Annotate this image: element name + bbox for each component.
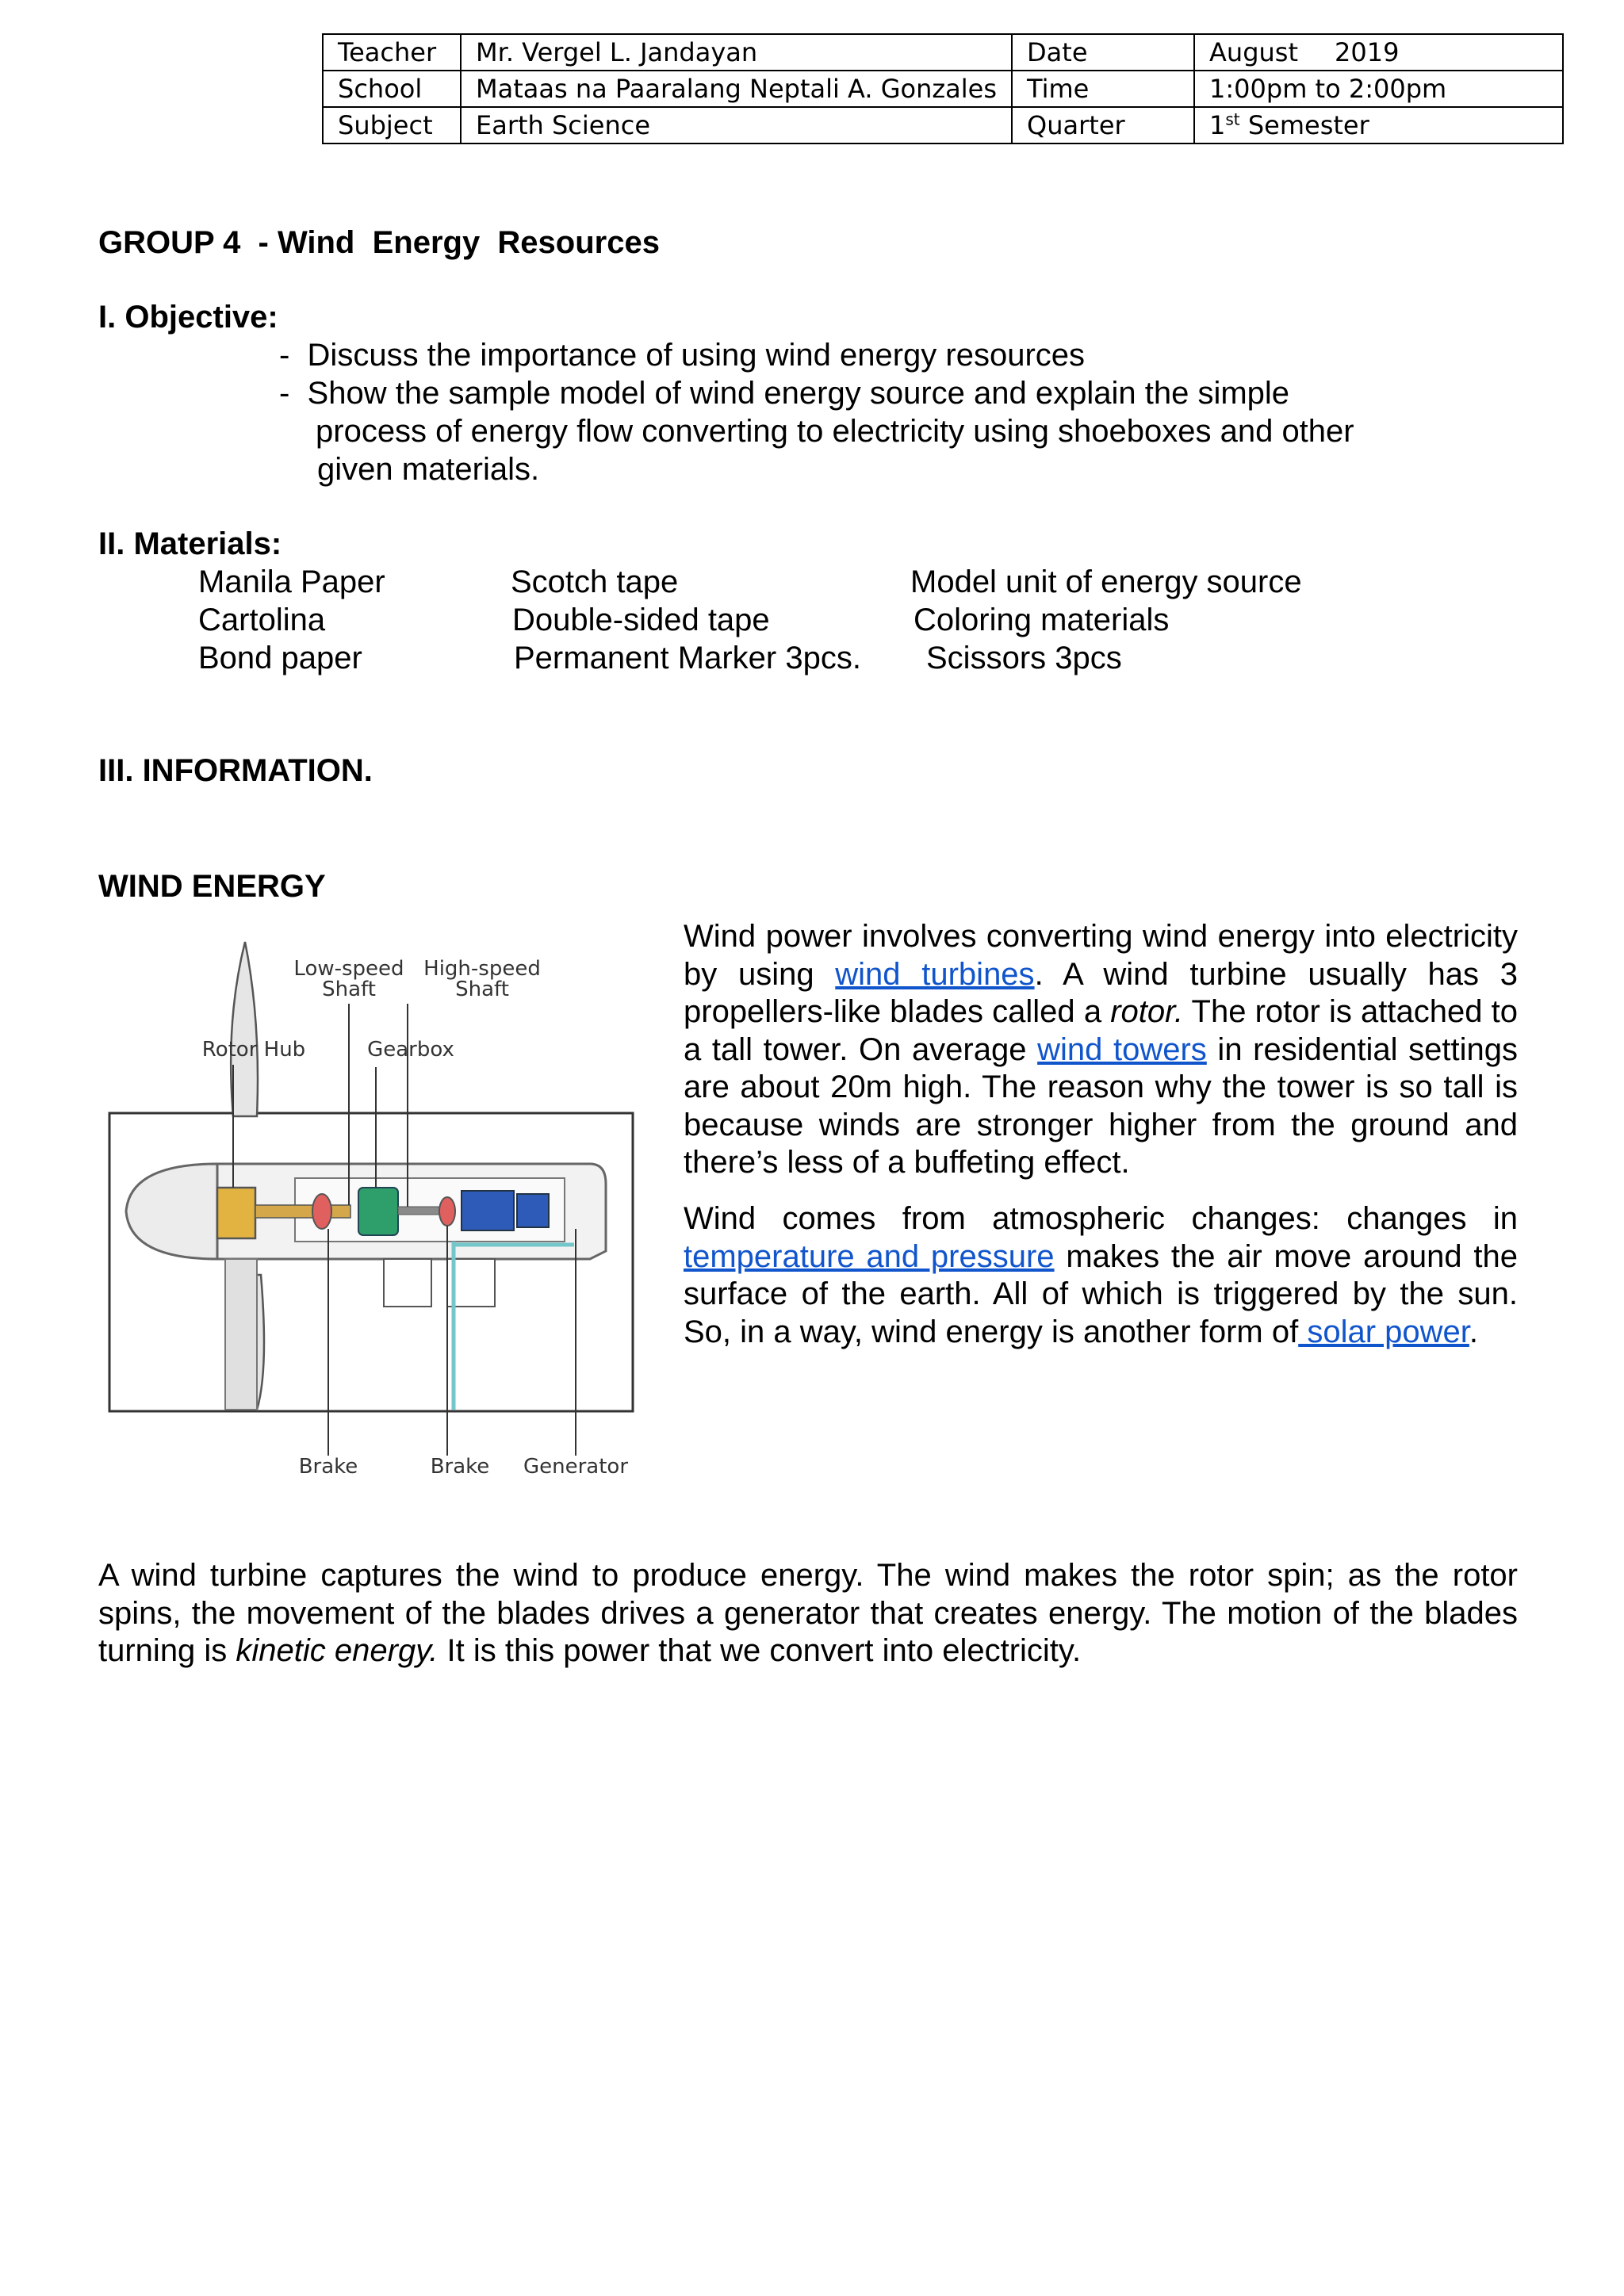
wind-energy-heading: WIND ENERGY (98, 869, 326, 904)
label-low-speed-shaft-1: Low-speed (293, 957, 404, 981)
wind-turbine-paragraph (98, 1557, 1518, 1670)
label-high-speed-shaft-1: High-speed (423, 957, 541, 981)
date-year: 2019 (1335, 37, 1400, 67)
brake-disc-left (312, 1194, 331, 1229)
teacher-value: Mr. Vergel L. Jandayan (461, 34, 1012, 71)
generator-end-shape (517, 1194, 549, 1227)
material-item: Double-sided tape (512, 603, 770, 637)
wind-origin-paragraph (684, 1200, 1518, 1351)
bottom-text-2: It is this power that we convert into electricity. (438, 1633, 1082, 1668)
label-gearbox: Gearbox (367, 1038, 454, 1062)
label-generator: Generator (523, 1455, 629, 1479)
quarter-value (1194, 107, 1563, 144)
wind-power-paragraph (684, 918, 1518, 1182)
objective-item-2-line-1: - Show the sample model of wind energy source and explain the simple (279, 376, 1290, 411)
materials-heading: II. Materials: (98, 526, 282, 561)
solar-power-link[interactable]: solar power (1298, 1314, 1469, 1349)
tower-shape (225, 1259, 257, 1410)
objective-item-2-line-3: given materials. (317, 452, 540, 487)
generator-shape (462, 1191, 514, 1230)
kinetic-energy-term: kinetic energy. (236, 1633, 439, 1668)
rotor-hub-shape (217, 1188, 255, 1238)
subject-value: Earth Science (461, 107, 1012, 144)
quarter-ordinal: st (1225, 109, 1240, 129)
para2-text-2: makes the air move around the surface of the earth. All of which is triggered by the sun. So, in a way, wind energy is another form of (684, 1238, 1518, 1349)
material-item: Cartolina (198, 603, 326, 637)
material-item: Permanent Marker 3pcs. (514, 641, 861, 675)
temperature-pressure-link[interactable]: temperature and pressure (684, 1238, 1055, 1274)
label-rotor-hub: Rotor Hub (201, 1038, 306, 1062)
school-value: Mataas na Paaralang Neptali A. Gonzales (461, 71, 1012, 107)
quarter-semester: Semester (1239, 110, 1369, 140)
time-label: Time (1012, 71, 1194, 107)
diagram-frame (109, 1113, 633, 1411)
para2-text-3: . (1469, 1314, 1478, 1349)
wind-turbines-link[interactable]: wind turbines (835, 956, 1035, 992)
para1-text-2: . A wind turbine usually has 3 propellers-like blades called a (684, 956, 1518, 1029)
label-brake-right: Brake (430, 1455, 490, 1479)
wind-turbine-figure (98, 926, 638, 1481)
gearbox-shape (358, 1188, 398, 1235)
date-label: Date (1012, 34, 1194, 71)
subject-label: Subject (323, 107, 461, 144)
material-item: Coloring materials (914, 603, 1170, 637)
table-row (323, 34, 1563, 71)
para1-text-4: in residential settings are about 20m high. The reason why the tower is so tall is because winds are stronger higher from the ground and there’s less of a buffeting effect. (684, 1031, 1518, 1180)
group-title: GROUP 4 - Wind Energy Resources (98, 225, 660, 260)
quarter-number: 1 (1209, 110, 1226, 140)
label-brake-left: Brake (298, 1455, 358, 1479)
objective-item-1: - Discuss the importance of using wind energy resources (279, 338, 1086, 373)
header-info-table (322, 33, 1564, 144)
label-high-speed-shaft-2: Shaft (455, 978, 509, 1001)
para2-text-1: Wind comes from atmospheric changes: changes in (684, 1201, 1518, 1236)
time-value: 1:00pm to 2:00pm (1194, 71, 1563, 107)
wind-towers-link[interactable]: wind towers (1037, 1031, 1207, 1067)
date-value (1194, 34, 1563, 71)
rotor-term: rotor. (1110, 994, 1184, 1029)
school-label: School (323, 71, 461, 107)
material-item: Bond paper (198, 641, 362, 675)
material-item: Model unit of energy source (910, 564, 1302, 599)
material-item: Scotch tape (511, 564, 679, 599)
label-low-speed-shaft-2: Shaft (322, 978, 376, 1001)
bottom-text-1: A wind turbine captures the wind to produce energy. The wind makes the rotor spin; as the rotor spins, the movement of the blades drives a generator that creates energy. The motion of the blades turning is (98, 1558, 1518, 1668)
blade-upper (231, 942, 258, 1116)
table-row (323, 71, 1563, 107)
table-row (323, 107, 1563, 144)
teacher-label: Teacher (323, 34, 461, 71)
para1-text-1: Wind power involves converting wind energy into electricity by using (684, 919, 1518, 992)
objective-item-2-line-2: process of energy flow converting to electricity using shoeboxes and other (316, 414, 1354, 449)
brake-disc-right (439, 1197, 455, 1226)
quarter-label: Quarter (1012, 107, 1194, 144)
material-item: Manila Paper (198, 564, 385, 599)
wind-turbine-diagram (98, 926, 638, 1481)
information-heading: III. INFORMATION. (98, 753, 373, 788)
support-left (384, 1259, 431, 1307)
material-item: Scissors 3pcs (926, 641, 1122, 675)
objective-heading: I. Objective: (98, 300, 278, 335)
low-speed-shaft-shape (255, 1205, 350, 1218)
date-month: August (1209, 37, 1299, 67)
para1-text-3: The rotor is attached to a tall tower. On average (684, 994, 1518, 1067)
